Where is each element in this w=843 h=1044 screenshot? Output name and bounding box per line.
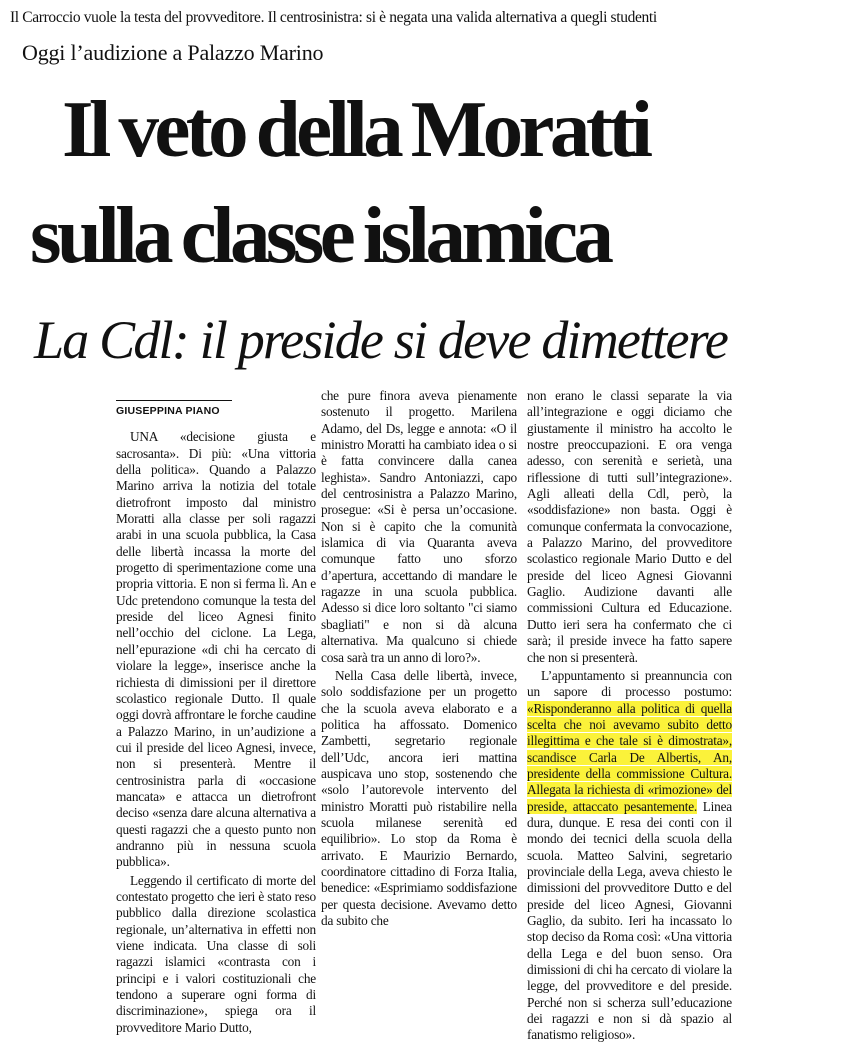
byline: GIUSEPPINA PIANO [116, 400, 232, 419]
column-2-paragraph-1: che pure finora aveva pienamente sostenuto il progetto. Marilena Adamo, del Ds, legge e annota: «O il ministro Moratti ha cambiato idea o si è fatta convincere dalla canea leghista». Sandro Antoniazzi, capo del centrosinistra a Palazzo Marino, prosegue: «Si è persa un’occasione. Non si è capito che la comunità islamica di via Quaranta aveva comunque fatto uno sforzo d’apertura, accettando di mandare le ragazze in una scuola pubblica. Adesso si dice loro soltanto "ci siamo sbagliati" e non si dà alcuna alternativa. Ma qualcuno si chiede cosa sarà tra un anno di loro?». [321, 388, 517, 665]
column-3-paragraph-2 [527, 668, 732, 1044]
column-3-text: L’appuntamento si preannuncia con un sapore di processo postumo: [527, 667, 732, 700]
column-3-text-continued: Linea dura, dunque. E resa dei conti con il mondo dei tecnici della scuola della scuola. Matteo Salvini, segretario provinciale della Lega, aveva chiesto le dimissioni del provveditore Dutto e del preside del liceo Agnesi, Giovanni Gaglio, da subito. Ieri ha incassato lo stop deciso da Roma così: «Una vittoria della Lega e del buon senso. Ora dimissioni di chi ha cercato di violare la legge, del provveditore e del preside. Perché non si scherza sull’educazione dei ragazzi e non si dà spazio al fanatismo religioso». [527, 798, 732, 1043]
deck-subtitle: La Cdl: il preside si deve dimettere [34, 310, 728, 370]
highlighted-quote: «Risponderanno alla politica di quella scelta che noi avevamo subito detto illegittima e che tale si è dimostrata», scandisce Carla De Albertis, An, presidente della commissione Cultura. Allegata la richiesta di «rimozione» del preside, attaccato pesantemente. [527, 700, 732, 814]
kicker: Il Carroccio vuole la testa del provveditore. Il centrosinistra: si è negata una valida alternativa a quegli studenti [10, 9, 657, 26]
headline [20, 76, 840, 288]
headline-line-2: sulla classe islamica [30, 190, 610, 280]
column-1-paragraph-2: Leggendo il certificato di morte del contestato progetto che ieri è stato reso pubblico dalla direzione scolastica regionale, un’alternativa in effetti non viene indicata. Una classe di soli ragazzi islamici «contrasta con i principi e i valori costituzionali che tendono a superare ogni forma di discriminazione», spiega ora il provveditore Mario Dutto, [116, 872, 316, 1035]
subkicker: Oggi l’audizione a Palazzo Marino [22, 40, 324, 65]
column-1-paragraph-1: UNA «decisione giusta e sacrosanta». Di più: «Una vittoria della politica». Quando a Palazzo Marino arriva la notizia del totale dietrofront imposto dal ministro Moratti alla classe per soli ragazzi arabi in una scuola pubblica, la Casa delle libertà incassa la morte del progetto di sperimentazione come una propria vittoria. E non si ferma lì. An e Udc pretendono comunque la testa del preside del liceo Agnesi finito nell’occhio del ciclone. La Lega, nell’epurazione «di chi ha cercato di violare la legge», inserisce anche la richiesta di dimissioni per il direttore scolastico regionale Dutto. Il quale oggi dovrà affrontare le forche caudine a Palazzo Marino, in un’audizione a cui il preside del liceo Agnesi, invece, non si presenterà. Mentre il centrosinistra parla di «occasione mancata» e attacca un dietrofront deciso «senza dare alcuna alternativa a questi ragazzi che a questo punto non andranno più in nessuna scuola pubblica». [116, 429, 316, 870]
headline-line-1: Il veto della Moratti [62, 84, 649, 174]
column-3-paragraph-1: non erano le classi separate la via all’integrazione e oggi diciamo che giustamente il ministro ha accolto le nostre preoccupazioni. E ora venga adesso, con serenità e serietà, una riflessione di tutti sull’integrazione». Agli alleati della Cdl, però, la «soddisfazione» non basta. Oggi è comunque confermata la convocazione, a Palazzo Marino, del provveditore scolastico regionale Mario Dutto e del preside del liceo Agnesi Giovanni Gaglio. Audizione davanti alle commissioni Cultura ed Educazione. Dutto ieri sera ha confermato che ci sarà; il preside invece ha fatto sapere che non si presenterà. [527, 388, 732, 665]
article-column-3 [527, 388, 732, 1044]
article-column-1 [116, 400, 316, 1036]
article-column-2 [321, 388, 517, 929]
column-2-paragraph-2: Nella Casa delle libertà, invece, solo soddisfazione per un progetto che la scuola aveva elaborato e a politica ha affossato. Domenico Zambetti, segretario regionale dell’Udc, ancora ieri mattina auspicava uno stop, sostenendo che «solo l’autorevole intervento del ministro Moratti può ristabilire nella scuola milanese serenità ed equilibrio». Lo stop da Roma è arrivato. E Maurizio Bernardo, coordinatore cittadino di Forza Italia, benedice: «Esprimiamo soddisfazione per questa decisione. Avevamo detto da subito che [321, 667, 517, 928]
